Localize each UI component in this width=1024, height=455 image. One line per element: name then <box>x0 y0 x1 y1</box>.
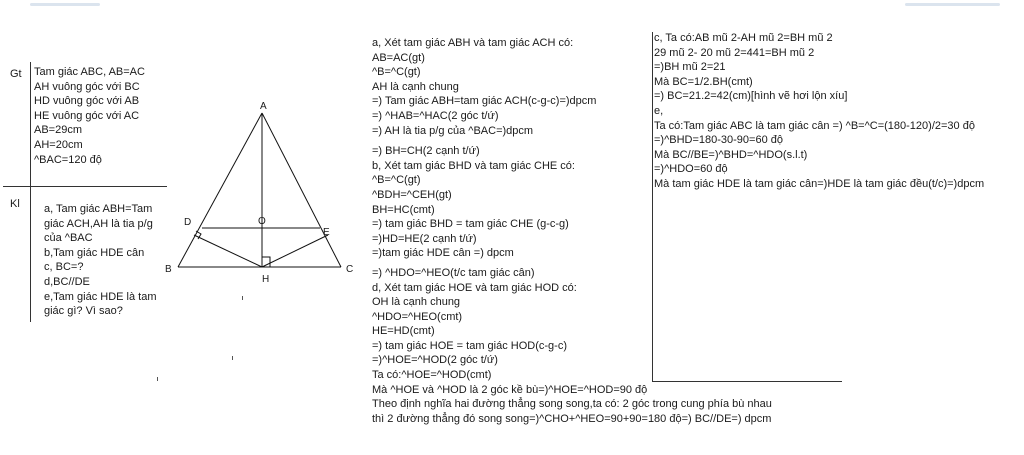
label-e: E <box>323 227 330 238</box>
conclusion-line: e,Tam giác HDE là tam <box>44 290 157 303</box>
proof-line: Theo định nghĩa hai đường thẳng song song,ta có: 2 góc trong cung phía bù nhau <box>372 398 772 411</box>
triangle-figure <box>160 95 360 285</box>
table-horizontal-divider <box>3 186 167 187</box>
conclusion-line: c, BC=? <box>44 261 84 274</box>
conclusion-line: giác ACH,AH là tia p/g <box>44 217 153 230</box>
proof-line: =)tam giác HDE cân =) dpcm <box>372 247 514 260</box>
stray-mark <box>232 356 233 360</box>
proof-line: =) tam giác HOE = tam giác HOD(c-g-c) <box>372 339 567 352</box>
side-ac <box>262 113 341 267</box>
proof-line: 29 mũ 2- 20 mũ 2=441=BH mũ 2 <box>654 46 815 59</box>
proof-line: =) ^HAB=^HAC(2 góc t/ứ) <box>372 109 499 122</box>
given-line: ^BAC=120 độ <box>34 153 102 166</box>
stray-mark <box>157 377 158 381</box>
conclusion-label: Kl <box>10 198 20 210</box>
proof-line: =) BH=CH(2 cạnh t/ứ) <box>372 145 480 158</box>
given-line: Tam giác ABC, AB=AC <box>34 66 145 78</box>
segment-he <box>262 235 328 267</box>
label-o: O <box>258 216 266 227</box>
proof-line: b, Xét tam giác BHD và tam giác CHE có: <box>372 159 575 172</box>
proof-line: ^HDO=^HEO(cmt) <box>372 310 463 323</box>
proof-line: thì 2 đường thẳng đó song song=)^CHO+^HEO=90+90=180 độ=) BC//DE=) dpcm <box>372 412 772 425</box>
label-b: B <box>165 264 172 275</box>
proof-line: AB=AC(gt) <box>372 51 425 64</box>
proof-line: =) Tam giác ABH=tam giác ACH(c-g-c)=)dpcm <box>372 95 597 108</box>
proof-line: Mà BC=1/2.BH(cmt) <box>654 75 753 88</box>
conclusion-line: của ^BAC <box>44 232 93 245</box>
conclusion-list <box>44 202 156 319</box>
proof-line: c, Ta có:AB mũ 2-AH mũ 2=BH mũ 2 <box>654 32 833 44</box>
proof-line: =) tam giác BHD = tam giác CHE (g-c-g) <box>372 218 569 231</box>
label-c: C <box>346 264 354 275</box>
top-smudge-right <box>905 3 1000 6</box>
segment-hd <box>194 235 262 267</box>
given-line: AH=20cm <box>34 138 83 151</box>
proof-line: =)^HOE=^HOD(2 góc t/ứ) <box>372 354 498 367</box>
proof-line: AH là cạnh chung <box>372 80 459 93</box>
proof-line: BH=HC(cmt) <box>372 203 435 216</box>
proof-line: Mà ^HOE và ^HOD là 2 góc kề bù=)^HOE=^HOD=90 độ <box>372 383 648 396</box>
proof-line: a, Xét tam giác ABH và tam giác ACH có: <box>372 37 574 49</box>
proof-ce-divider <box>652 32 653 382</box>
proof-line: =) AH là tia p/g của ^BAC=)dpcm <box>372 124 534 137</box>
proof-line: =) ^HDO=^HEO(t/c tam giác cân) <box>372 266 535 279</box>
label-h: H <box>262 274 270 285</box>
proof-line: ^BDH=^CEH(gt) <box>372 188 452 201</box>
proof-line: ^B=^C(gt) <box>372 174 421 187</box>
proof-line: d, Xét tam giác HOE và tam giác HOD có: <box>372 281 577 294</box>
given-line: HE vuông góc với AC <box>34 109 140 122</box>
top-smudge-left <box>30 3 100 6</box>
proof-line: =)^HDO=60 độ <box>654 163 728 176</box>
proof-line: e, <box>654 104 664 117</box>
proof-line: =)^BHD=180-30-90=60 độ <box>654 134 783 147</box>
label-d: D <box>184 217 192 228</box>
conclusion-line: giác gì? Vì sao? <box>44 305 123 318</box>
given-label: Gt <box>10 68 22 80</box>
proof-line: =) BC=21.2=42(cm)[hình vẽ hơi lộn xíu] <box>654 90 848 103</box>
given-line: AH vuông góc với BC <box>34 80 140 93</box>
given-list <box>34 65 145 167</box>
proof-line: ^B=^C(gt) <box>372 66 421 79</box>
proof-part-ce <box>654 31 984 192</box>
proof-line: Ta có:Tam giác ABC là tam giác cân =) ^B=^C=(180-120)/2=30 độ <box>654 119 975 132</box>
proof-ce-bottom-rule <box>652 381 842 382</box>
proof-line: OH là cạnh chung <box>372 296 461 309</box>
conclusion-line: d,BC//DE <box>44 275 90 288</box>
proof-line: =)BH mũ 2=21 <box>654 61 726 74</box>
given-line: AB=29cm <box>34 124 82 137</box>
stray-mark <box>242 296 243 300</box>
table-vertical-divider <box>30 62 31 322</box>
label-a: A <box>260 101 267 112</box>
proof-line: Ta có:^HOE=^HOD(cmt) <box>372 369 492 382</box>
side-ab <box>178 113 262 267</box>
conclusion-line: b,Tam giác HDE cân <box>44 246 145 259</box>
proof-line: HE=HD(cmt) <box>372 325 435 338</box>
conclusion-line: a, Tam giác ABH=Tam <box>44 203 153 215</box>
proof-line: Mà BC//BE=)^BHD=^HDO(s.l.t) <box>654 148 808 161</box>
proof-line: Mà tam giác HDE là tam giác cân=)HDE là tam giác đều(t/c)=)dpcm <box>654 177 985 190</box>
proof-line: =)HD=HE(2 cạnh t/ứ) <box>372 232 477 245</box>
given-line: HD vuông góc với AB <box>34 95 140 108</box>
